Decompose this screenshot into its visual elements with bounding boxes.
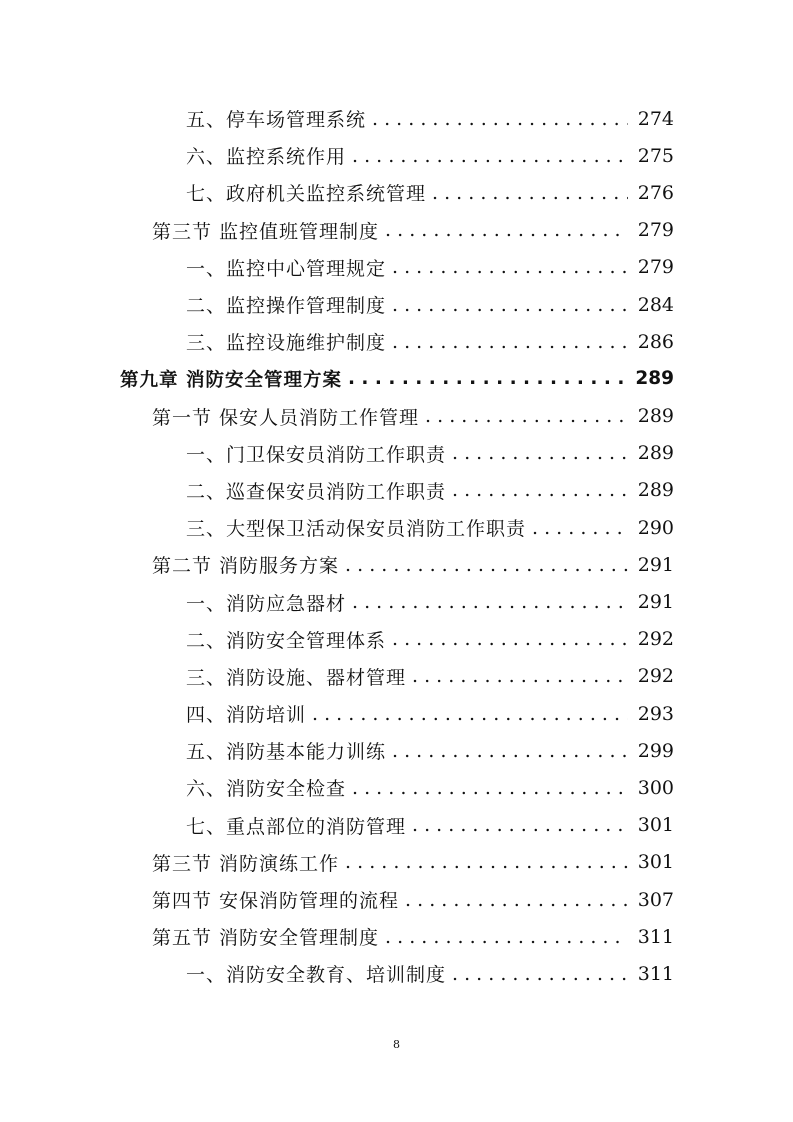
toc-entry-title: 二、消防安全管理体系 [186,626,388,653]
toc-entry-page: 274 [637,107,674,130]
dot-leader [348,368,628,389]
toc-item-entry[interactable] [0,509,793,546]
toc-entry-page: 291 [637,591,674,614]
toc-item-entry[interactable] [0,732,793,769]
dot-leader [372,108,628,130]
toc-entry-title: 六、监控系统作用 [186,142,348,169]
toc-entry-page: 291 [637,553,674,576]
toc-entry-page: 289 [637,442,674,465]
toc-item-entry[interactable] [0,286,793,323]
toc-entry-page: 300 [637,776,674,799]
dot-leader [532,517,628,539]
dot-leader [392,256,628,278]
toc-entry-title: 一、监控中心管理规定 [186,254,388,281]
toc-item-entry[interactable] [0,100,793,137]
toc-item-entry[interactable] [0,472,793,509]
dot-leader [452,479,628,501]
toc-item-entry[interactable] [0,621,793,658]
toc-chapter-entry[interactable] [0,360,793,397]
toc-item-entry[interactable] [0,695,793,732]
dot-leader [352,145,628,167]
toc-entry-page: 301 [637,851,674,874]
toc-item-entry[interactable] [0,137,793,174]
toc-entry-page: 276 [637,181,674,204]
dot-leader [392,628,628,650]
toc-entry-page: 292 [637,665,674,688]
toc-section-entry[interactable] [0,546,793,583]
toc-entry-page: 289 [637,405,674,428]
toc-entry-page: 293 [637,702,674,725]
toc-entry-page: 311 [637,962,674,985]
dot-leader [392,740,628,762]
toc-entry-page: 289 [637,479,674,502]
toc-entry-title: 七、重点部位的消防管理 [186,812,408,839]
dot-leader [385,219,628,241]
toc-entry-title: 一、消防应急器材 [186,589,348,616]
dot-leader [345,554,628,576]
toc-entry-title: 六、消防安全检查 [186,774,348,801]
toc-entry-title: 五、停车场管理系统 [186,105,368,132]
toc-item-entry[interactable] [0,769,793,806]
page-number: 8 [393,1038,400,1051]
toc-entry-title: 一、门卫保安员消防工作职责 [186,440,448,467]
dot-leader [312,703,628,725]
dot-leader [392,294,628,316]
toc-entry-page: 284 [637,293,674,316]
toc-entry-title: 四、消防培训 [186,700,308,727]
toc-entry-title: 第一节 保安人员消防工作管理 [152,403,421,430]
toc-entry-page: 289 [635,368,674,390]
table-of-contents [0,100,793,993]
toc-entry-title: 三、大型保卫活动保安员消防工作职责 [186,514,528,541]
dot-leader [412,665,628,687]
toc-section-entry[interactable] [0,212,793,249]
toc-entry-page: 275 [637,144,674,167]
toc-item-entry[interactable] [0,323,793,360]
toc-entry-title: 第三节 消防演练工作 [152,849,341,876]
toc-item-entry[interactable] [0,658,793,695]
dot-leader [432,182,628,204]
toc-entry-page: 299 [637,739,674,762]
toc-entry-title: 一、消防安全教育、培训制度 [186,960,448,987]
toc-entry-title: 第九章 消防安全管理方案 [120,366,344,392]
dot-leader [352,777,628,799]
toc-section-entry[interactable] [0,398,793,435]
toc-entry-page: 286 [637,330,674,353]
toc-item-entry[interactable] [0,249,793,286]
dot-leader [452,442,628,464]
toc-entry-page: 311 [637,925,674,948]
toc-entry-page: 292 [637,628,674,651]
toc-entry-page: 301 [637,814,674,837]
toc-entry-title: 七、政府机关监控系统管理 [186,179,428,206]
toc-entry-title: 第二节 消防服务方案 [152,551,341,578]
dot-leader [352,591,628,613]
toc-item-entry[interactable] [0,955,793,992]
toc-entry-page: 279 [637,219,674,242]
toc-entry-title: 第三节 监控值班管理制度 [152,217,381,244]
toc-section-entry[interactable] [0,844,793,881]
toc-section-entry[interactable] [0,881,793,918]
toc-entry-title: 第五节 消防安全管理制度 [152,923,381,950]
toc-item-entry[interactable] [0,583,793,620]
dot-leader [412,814,628,836]
dot-leader [392,331,628,353]
toc-entry-page: 307 [637,888,674,911]
toc-entry-page: 279 [637,256,674,279]
toc-entry-title: 二、巡查保安员消防工作职责 [186,477,448,504]
toc-item-entry[interactable] [0,807,793,844]
toc-entry-title: 三、消防设施、器材管理 [186,663,408,690]
toc-entry-title: 三、监控设施维护制度 [186,328,388,355]
toc-item-entry[interactable] [0,435,793,472]
toc-section-entry[interactable] [0,918,793,955]
toc-entry-page: 290 [637,516,674,539]
dot-leader [425,405,628,427]
dot-leader [452,963,628,985]
dot-leader [405,889,628,911]
toc-entry-title: 第四节 安保消防管理的流程 [152,886,401,913]
dot-leader [385,926,628,948]
toc-item-entry[interactable] [0,174,793,211]
toc-entry-title: 二、监控操作管理制度 [186,291,388,318]
dot-leader [345,851,628,873]
toc-entry-title: 五、消防基本能力训练 [186,737,388,764]
